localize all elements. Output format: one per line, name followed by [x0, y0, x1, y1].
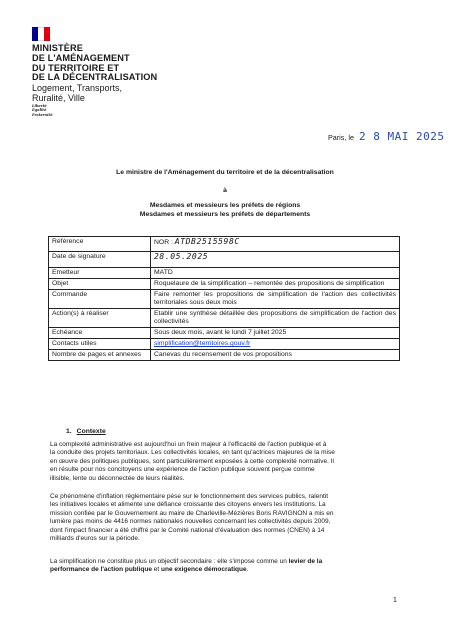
row-label: Action(s) à réaliser	[49, 309, 151, 328]
table-row	[49, 268, 400, 279]
row-value	[151, 237, 400, 252]
row-value: Etablir une synthèse détaillée des propositions de simplification de l'action des collectivités	[151, 309, 400, 328]
row-value: MATD	[151, 268, 400, 279]
contact-email-link[interactable]: simplification@territoires.gouv.fr	[154, 340, 251, 347]
row-label: Objet	[49, 279, 151, 290]
dateline-place: Paris, le	[328, 133, 354, 142]
row-label: Contacts utiles	[49, 339, 151, 350]
recipient-regions: Mesdames et messieurs les préfets de régions	[149, 202, 301, 209]
date-stamp: 2 8 MAI 2025	[358, 130, 445, 143]
flag-red	[44, 27, 50, 41]
table-row	[49, 290, 400, 309]
row-label: Commande	[49, 290, 151, 309]
paragraph-2: Ce phénomène d'inflation réglementaire pèse sur le fonctionnement des services publics, ralentit les initiatives locales et alimente une défiance croissante des citoyens envers les institutions. La mission confiée par le Gouvernement au maire de Charleville-Mézières Boris RAVIGNON a mis en lumière pas moins de 4416 normes nationales nouvelles concernant les collectivités depuis 2009, dont l'impact financier a été chiffré par le Comité national d'évaluation des normes (CNEN) à 14 milliards d'euros sur la période.	[50, 493, 334, 543]
sender-line: Le ministre de l'Aménagement du territoire et de la décentralisation	[116, 169, 334, 176]
table-row	[49, 328, 400, 339]
row-value	[151, 339, 400, 350]
recipient-departements: Mesdames et messieurs les préfets de départements	[139, 211, 311, 218]
row-value: Canevas du recensement de vos propositions	[151, 350, 400, 361]
row-label: Nombre de pages et annexes	[49, 350, 151, 361]
row-value: Faire remonter les propositions de simplification de l'action des collectivités territoriales sous deux mois	[151, 290, 400, 309]
ministry-portfolio: Logement, Transports, Ruralité, Ville	[32, 83, 123, 103]
section-heading	[66, 428, 106, 435]
row-value: Sous deux mois, avant le lundi 7 juillet 2025	[151, 328, 400, 339]
row-label: Référence	[49, 237, 151, 252]
nor-prefix: NOR :	[154, 239, 173, 246]
section-number: 1.	[66, 428, 72, 435]
table-row	[49, 237, 400, 252]
table-row	[49, 350, 400, 361]
handwritten-reference: ATDB2515598C	[174, 237, 240, 246]
table-row	[49, 339, 400, 350]
paragraph-1: La complexité administrative est aujourd'hui un frein majeur à l'efficacité de l'action publique et à la conduite des projets territoriaux. Les collectivités locales, en tant qu'actrices majeures de la mise en œuvre des politiques publiques, sont particulièrement exposées à cette complexité normative. Il en résulte pour nos concitoyens une expérience de l'action publique souvent perçue comme illisible, lente ou déconnectée de leurs réalités.	[50, 441, 335, 482]
table-row	[49, 309, 400, 328]
table-row	[49, 279, 400, 290]
paragraph-3: La simplification ne constitue plus un objectif secondaire : elle s'impose comme un levier de la performance de l'action publique et une exigence démocratique.	[50, 558, 323, 574]
ministry-name: MINISTÈRE DE L'AMÉNAGEMENT DU TERRITOIRE ET DE LA DÉCENTRALISATION	[32, 43, 158, 83]
row-value: Roquelaure de la simplification – remontée des propositions de simplification	[151, 279, 400, 290]
handwritten-date: 28.05.2025	[154, 252, 209, 261]
table-row	[49, 252, 400, 268]
row-label: Date de signature	[49, 252, 151, 268]
row-value	[151, 252, 400, 268]
republique-flag-logo	[32, 27, 50, 41]
row-label: Echéance	[49, 328, 151, 339]
section-title: Contexte	[76, 428, 106, 435]
page-number: 1	[393, 597, 397, 604]
republic-motto: Liberté Égalité Fraternité	[32, 104, 53, 117]
memo-info-table	[48, 236, 400, 361]
dateline	[328, 130, 444, 143]
row-label: Emetteur	[49, 268, 151, 279]
to-line: à	[223, 187, 227, 194]
